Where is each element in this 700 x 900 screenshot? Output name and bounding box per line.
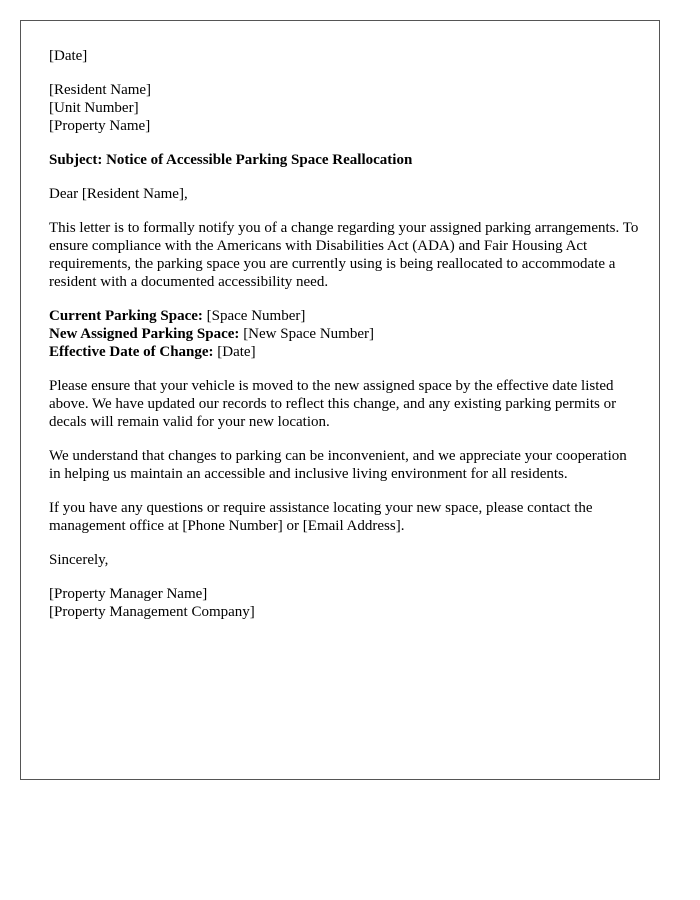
recipient-unit: [Unit Number] <box>49 100 139 116</box>
salutation: Dear [Resident Name], <box>49 186 188 202</box>
subject-line <box>49 151 639 169</box>
recipient-property: [Property Name] <box>49 118 151 134</box>
signature-manager: [Property Manager Name] <box>49 586 208 602</box>
paragraph-notification: This letter is to formally notify you of a change regarding your assigned parking arrangements. To ensure compliance with the Americans with Disabilities Act (ADA) and Fair Housing Act requirements, the parking space you are currently using is being reallocated to accommodate a resident with a documented accessibility need. <box>49 220 639 290</box>
new-space-row <box>49 325 639 343</box>
signature-block <box>49 585 639 621</box>
parking-details <box>49 307 639 361</box>
subject-text: Notice of Accessible Parking Space Reallocation <box>106 152 413 168</box>
recipient-block <box>49 81 639 135</box>
new-space-label: New Assigned Parking Space: <box>49 326 240 342</box>
effective-date-value: [Date] <box>217 344 256 360</box>
effective-date-row <box>49 343 639 361</box>
paragraph-instructions: Please ensure that your vehicle is moved to the new assigned space by the effective date listed above. We have updated our records to reflect this change, and any existing parking permits or decals will remain valid for your new location. <box>49 378 617 430</box>
paragraph-appreciation: We understand that changes to parking can be inconvenient, and we appreciate your cooperation in helping us maintain an accessible and inclusive living environment for all residents. <box>49 448 627 482</box>
effective-date-label: Effective Date of Change: <box>49 344 214 360</box>
subject-label: Subject: <box>49 152 103 168</box>
paragraph-contact: If you have any questions or require assistance locating your new space, please contact the management office at [Phone Number] or [Email Address]. <box>49 500 593 534</box>
current-space-row <box>49 307 639 325</box>
recipient-name: [Resident Name] <box>49 82 152 98</box>
closing: Sincerely, <box>49 552 109 568</box>
current-space-label: Current Parking Space: <box>49 308 203 324</box>
signature-company: [Property Management Company] <box>49 604 255 620</box>
letter-body <box>49 47 639 637</box>
current-space-value: [Space Number] <box>206 308 306 324</box>
new-space-value: [New Space Number] <box>243 326 374 342</box>
letter-date: [Date] <box>49 48 88 64</box>
